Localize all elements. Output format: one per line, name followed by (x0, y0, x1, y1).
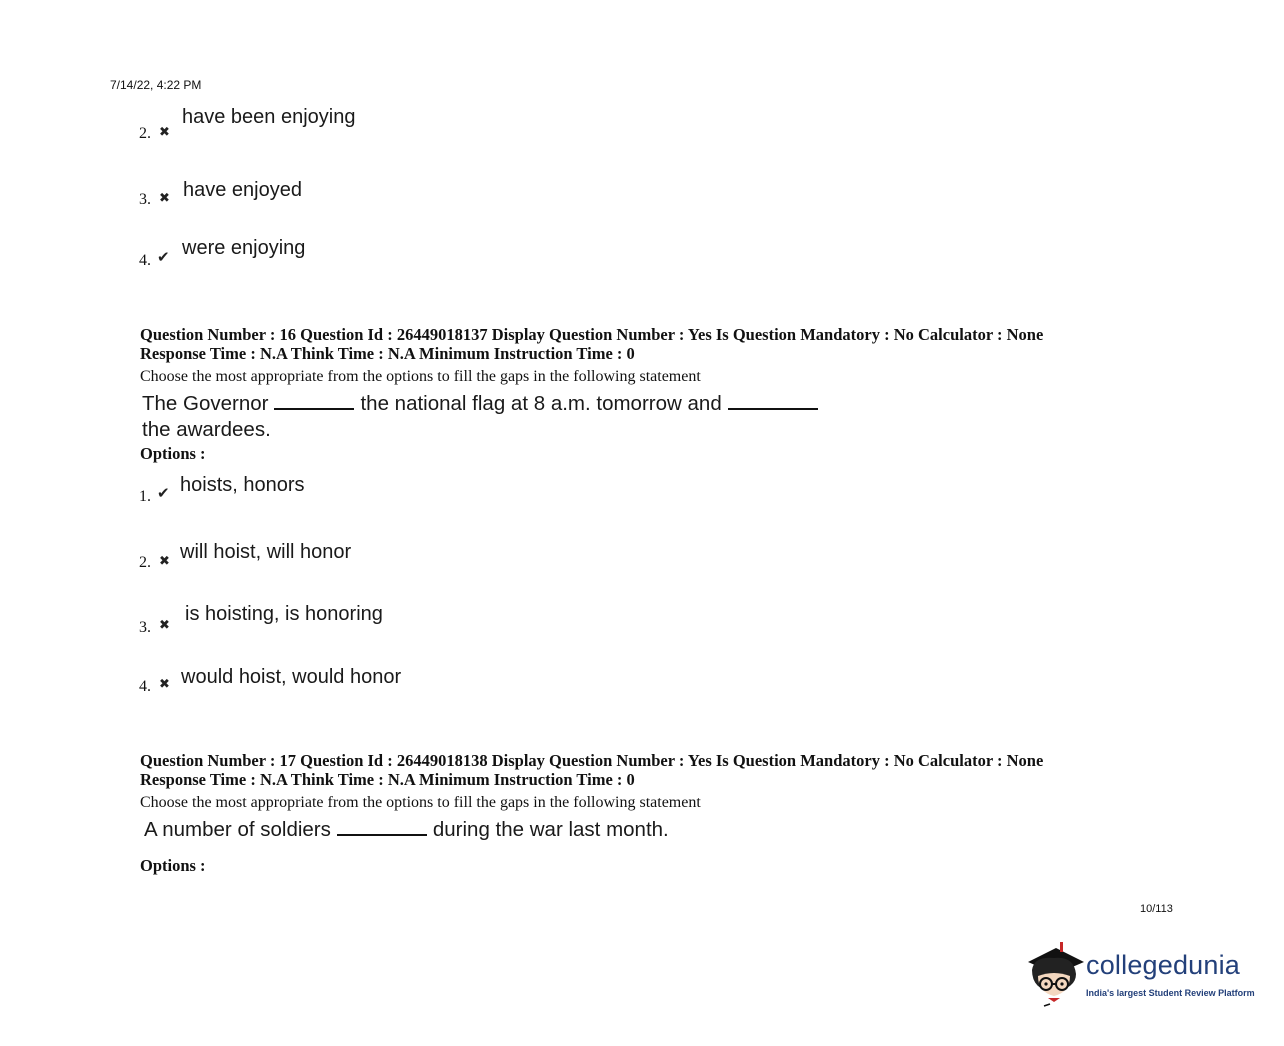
cross-icon: ✖ (159, 553, 170, 568)
statement-part: The Governor (142, 392, 269, 415)
option-text: have enjoyed (183, 179, 302, 201)
statement-part: the awardees. (142, 418, 271, 441)
logo-brand: collegedunia (1086, 950, 1241, 980)
question-instruction: Choose the most appropriate from the options to fill the gaps in the following statement (140, 368, 701, 385)
check-icon: ✔ (157, 486, 170, 502)
options-label: Options : (140, 856, 206, 875)
question-timing: Response Time : N.A Think Time : N.A Minimum Instruction Time : 0 (140, 344, 635, 363)
question-meta: Question Number : 17 Question Id : 26449018138 Display Question Number : Yes Is Question Mandatory : No Calculator : None (140, 751, 1044, 770)
option-number: 2. (139, 554, 151, 571)
option-number: 4. (139, 678, 151, 695)
question-statement (144, 818, 669, 842)
page-number: 10/113 (1140, 903, 1173, 915)
option-text: would hoist, would honor (181, 666, 402, 688)
statement-part: A number of soldiers (144, 818, 331, 841)
option-text: were enjoying (182, 237, 306, 259)
check-icon: ✔ (157, 250, 170, 266)
option-number: 4. (139, 252, 151, 269)
cross-icon: ✖ (159, 617, 170, 632)
cross-icon: ✖ (159, 124, 170, 139)
blank-line (337, 820, 427, 836)
options-label: Options : (140, 444, 206, 463)
option-text: hoists, honors (180, 474, 305, 496)
option-number: 3. (139, 191, 151, 208)
question-meta: Question Number : 16 Question Id : 26449018137 Display Question Number : Yes Is Question Mandatory : No Calculator : None (140, 325, 1044, 344)
question-timing: Response Time : N.A Think Time : N.A Minimum Instruction Time : 0 (140, 770, 635, 789)
question-instruction: Choose the most appropriate from the options to fill the gaps in the following statement (140, 794, 701, 811)
logo-tagline: India's largest Student Review Platform (1086, 988, 1255, 998)
cross-icon: ✖ (159, 190, 170, 205)
option-number: 1. (139, 488, 151, 505)
blank-line (274, 394, 354, 410)
statement-part: during the war last month. (432, 818, 669, 841)
option-number: 3. (139, 619, 151, 636)
mascot-icon (1024, 940, 1086, 1008)
option-text: have been enjoying (182, 106, 356, 128)
option-number: 2. (139, 125, 151, 142)
blank-line (728, 394, 818, 410)
cross-icon: ✖ (159, 676, 170, 691)
print-timestamp: 7/14/22, 4:22 PM (110, 78, 202, 92)
statement-part: the national flag at 8 a.m. tomorrow and (360, 392, 722, 415)
option-text: will hoist, will honor (180, 541, 352, 563)
question-statement (142, 392, 824, 416)
option-text: is hoisting, is honoring (185, 603, 383, 625)
